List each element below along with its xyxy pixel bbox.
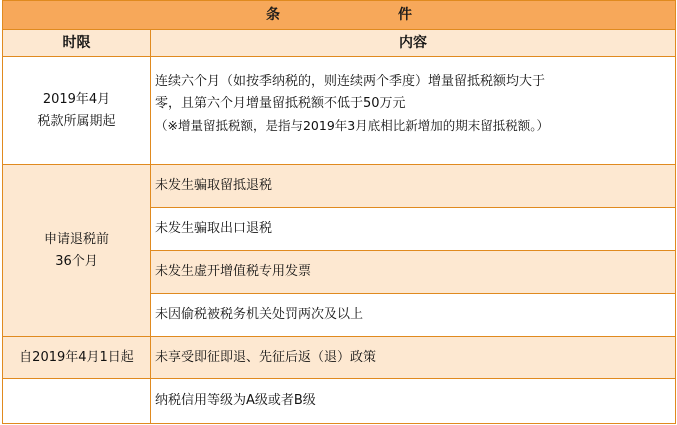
row2-item-1: 未发生骗取留抵退税 [151,165,676,208]
header-time-limit: 时限 [3,30,151,57]
row1-content-cell [151,57,676,165]
title-left-char: 条 [266,7,280,23]
row1-time-line1: 2019年4月 [42,91,111,107]
conditions-table [2,0,676,424]
row2-time-line1: 申请退税前 [43,231,109,247]
row4-content-cell: 纳税信用等级为A级或者B级 [151,379,676,424]
row1-time-cell [3,57,151,165]
row4-time-cell [3,379,151,424]
title-right-char: 件 [398,7,412,23]
row2-time-line2: 36个月 [55,253,98,269]
row1-content-line1: 连续六个月（如按季纳税的，则连续两个季度）增量留抵税额均大于 [155,74,546,89]
row3-content-cell: 未享受即征即退、先征后返（退）政策 [151,337,676,379]
row2-item-4: 未因偷税被税务机关处罚两次及以上 [151,294,676,337]
row2-time-cell [3,165,151,337]
table-title [3,1,676,30]
row3-time-cell: 自2019年4月1日起 [3,337,151,379]
header-content: 内容 [151,30,676,57]
row1-content-line3: （※增量留抵税额，是指与2019年3月底相比新增加的期末留抵税额。） [155,118,549,133]
row2-item-2: 未发生骗取出口退税 [151,208,676,251]
row1-time-line2: 税款所属期起 [37,113,116,129]
row2-item-3: 未发生虚开增值税专用发票 [151,251,676,294]
row1-content-line2: 零，且第六个月增量留抵税额不低于50万元 [155,96,406,111]
